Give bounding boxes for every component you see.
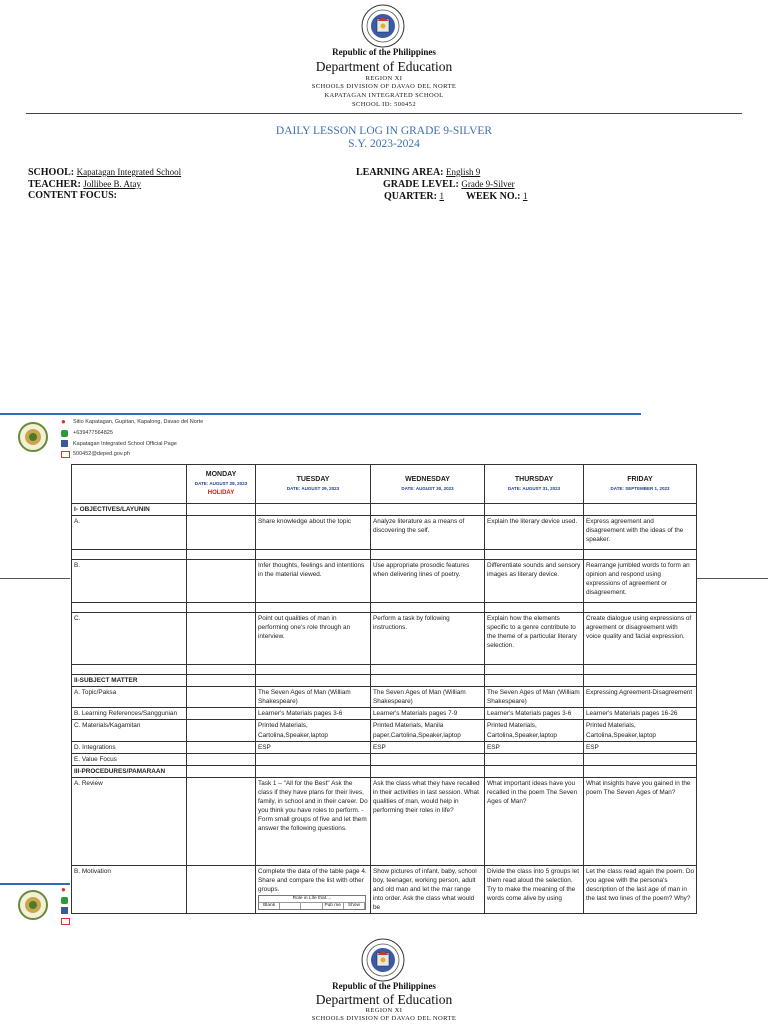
table-cell: The Seven Ages of Man (William Shakespeare)	[485, 687, 584, 708]
table-cell: Differentiate sounds and sensory images as literary device.	[485, 560, 584, 603]
teacher-value: Jollibee B. Atay	[83, 179, 142, 189]
school-value: Kapatagan Integrated School	[76, 167, 182, 177]
email-icon	[61, 451, 70, 458]
section-row-subject-matter	[72, 675, 697, 687]
friday-header	[584, 465, 697, 504]
row-label: E. Value Focus	[72, 753, 187, 765]
contact-facebook: Kapatagan Integrated School Official Page	[73, 441, 177, 447]
week-value: 1	[522, 191, 528, 201]
table-row	[72, 741, 697, 753]
table-cell	[187, 613, 256, 665]
row-label: C.	[72, 613, 187, 665]
motivation-text: Complete the data of the table page 4. Share and compare the list with other groups.	[258, 867, 367, 894]
row-label: D. Integrations	[72, 741, 187, 753]
section-label: II-SUBJECT MATTER	[72, 675, 187, 687]
table-cell: Learner's Materials pages 7-9	[371, 708, 485, 720]
table-cell: Learner's Materials pages 3-6	[256, 708, 371, 720]
deped-seal-logo	[361, 4, 405, 48]
school-year: S.Y. 2023-2024	[348, 138, 420, 150]
tuesday-header	[256, 465, 371, 504]
table-cell: Divide the class into 5 groups let them read aloud the selection. Try to make the meaning of the words come alive by using	[485, 865, 584, 913]
week-field	[466, 190, 527, 203]
table-cell: Perform a task by following instructions.	[371, 613, 485, 665]
table-header-row	[72, 465, 697, 504]
wednesday-header	[371, 465, 485, 504]
mini-cell	[301, 903, 322, 909]
table-cell	[187, 516, 256, 550]
page-edge-line	[0, 578, 70, 579]
table-cell: ESP	[584, 741, 697, 753]
section-label: I- OBJECTIVES/LAYUNIN	[72, 504, 187, 516]
thursday-header	[485, 465, 584, 504]
table-cell	[187, 560, 256, 603]
grade-level-label: GRADE LEVEL:	[383, 179, 459, 190]
document-title: DAILY LESSON LOG IN GRADE 9-SILVER	[275, 125, 493, 137]
week-label: WEEK NO.:	[466, 191, 521, 202]
location-pin-icon-2: ●	[61, 885, 66, 894]
republic-heading-2: Republic of the Philippines	[332, 981, 436, 991]
table-cell: ESP	[256, 741, 371, 753]
table-cell: Point out qualities of man in performing one's role through an interview.	[256, 613, 371, 665]
department-heading: Department of Education	[315, 59, 453, 74]
table-cell	[187, 777, 256, 865]
header-divider	[26, 113, 742, 114]
lesson-log-table	[71, 464, 697, 914]
table-cell: Rearrange jumbled words to form an opinion and respond using expressions of agreement or disagreement.	[584, 560, 697, 603]
region-line-2: REGION XI	[365, 1007, 403, 1014]
table-cell: Create dialogue using expressions of agreement or disagreement with voice quality and facial expression.	[584, 613, 697, 665]
table-cell: Printed Materials, Manila paper,Cartolina,Speaker,laptop	[371, 720, 485, 741]
deped-seal-logo-2	[361, 938, 405, 982]
school-label: SCHOOL:	[28, 167, 75, 178]
republic-heading: Republic of the Philippines	[332, 47, 436, 57]
quarter-label: QUARTER:	[384, 191, 437, 202]
row-label: B. Learning References/Sanggunian	[72, 708, 187, 720]
table-cell: Explain how the elements specific to a genre contribute to the theme of a particular literary selection.	[485, 613, 584, 665]
division-line-2: SCHOOLS DIVISION OF DAVAO DEL NORTE	[311, 1015, 457, 1022]
table-cell: Learner's Materials pages 16-26	[584, 708, 697, 720]
table-row	[72, 777, 697, 865]
holiday-note: HOLIDAY	[207, 489, 235, 496]
table-cell: Express agreement and disagreement with the ideas of the speaker.	[584, 516, 697, 550]
phone-icon	[61, 430, 68, 437]
contact-address: Sitio Kapatagan, Gupitan, Kapalong, Davao del Norte	[73, 419, 204, 425]
day-name: MONDAY	[205, 471, 237, 479]
contact-phone: +639477564825	[73, 430, 113, 436]
table-row	[72, 708, 697, 720]
mini-table-title: Role in Life that....	[292, 896, 332, 902]
table-cell: Share knowledge about the topic	[256, 516, 371, 550]
section-row-procedures	[72, 765, 697, 777]
facebook-icon-2	[61, 907, 68, 914]
day-date: DATE: AUGUST 30, 2023	[401, 486, 454, 491]
row-label: A.	[72, 516, 187, 550]
mini-cell: Pub me	[323, 903, 344, 909]
header-blank-cell	[72, 465, 187, 504]
table-cell: ESP	[371, 741, 485, 753]
day-name: THURSDAY	[514, 475, 554, 483]
table-row	[72, 560, 697, 603]
table-cell	[187, 687, 256, 708]
spacer-row	[72, 603, 697, 613]
department-heading-2: Department of Education	[315, 992, 453, 1007]
content-focus-label: CONTENT FOCUS:	[28, 190, 117, 201]
table-cell: What insights have you gained in the poem The Seven Ages of Man?	[584, 777, 697, 865]
day-name: TUESDAY	[296, 475, 330, 483]
table-row	[72, 720, 697, 741]
location-pin-icon: ●	[61, 417, 66, 426]
school-line: KAPATAGAN INTEGRATED SCHOOL	[324, 92, 444, 99]
table-cell: Analyze literature as a means of discovering the self.	[371, 516, 485, 550]
footer-blue-rule-2	[0, 883, 70, 885]
table-cell	[187, 708, 256, 720]
table-row	[72, 753, 697, 765]
table-row	[72, 613, 697, 665]
table-cell	[187, 865, 256, 913]
learning-area-value: English 9	[446, 167, 481, 177]
school-id-line: SCHOOL ID: 500452	[352, 101, 416, 108]
page-edge-line-right	[697, 578, 768, 579]
table-cell: Printed Materials, Cartolina,Speaker,laptop	[485, 720, 584, 741]
day-date: DATE: AUGUST 29, 2023	[286, 486, 340, 491]
grade-level-value: Grade 9-Silver	[461, 179, 515, 189]
day-date: DATE: AUGUST 31, 2023	[507, 486, 561, 491]
table-cell: Let the class read again the poem. Do you agree with the persona's description of the last age of man in the last two lines of the poem? Why?	[584, 865, 697, 913]
table-row	[72, 516, 697, 550]
table-cell: Ask the class what they have recalled in their activities in last session. What qualities of man, would help in performing their roles in life?	[371, 777, 485, 865]
table-cell: Explain the literary device used.	[485, 516, 584, 550]
quarter-field	[384, 190, 444, 203]
table-cell: The Seven Ages of Man (William Shakespeare)	[371, 687, 485, 708]
table-cell	[187, 720, 256, 741]
section-label: III-PROCEDURES/PAMARAAN	[72, 765, 187, 777]
division-line: SCHOOLS DIVISION OF DAVAO DEL NORTE	[311, 83, 457, 90]
monday-header	[187, 465, 256, 504]
mini-cell	[280, 903, 301, 909]
mini-cell: Show	[344, 903, 365, 909]
table-cell: Printed Materials, Cartolina,Speaker,laptop	[256, 720, 371, 741]
table-cell: The Seven Ages of Man (William Shakespeare)	[256, 687, 371, 708]
section-row-objectives	[72, 504, 697, 516]
table-cell: Expressing Agreement-Disagreement	[584, 687, 697, 708]
spacer-row	[72, 550, 697, 560]
table-cell: Infer thoughts, feelings and intentions in the material viewed.	[256, 560, 371, 603]
table-cell: Use appropriate prosodic features when delivering lines of poetry.	[371, 560, 485, 603]
day-date: DATE: AUGUST 28, 2023	[194, 481, 248, 487]
facebook-icon	[61, 440, 68, 447]
role-in-life-mini-table	[258, 895, 366, 910]
day-name: FRIDAY	[627, 475, 653, 483]
day-date: DATE: SEPTEMBER 1, 2023	[610, 486, 670, 491]
content-focus-field	[28, 190, 117, 202]
table-cell: Show pictures of infant, baby, school boy, teenager, working person, adult and old man and let the mar range into order. Ask the class what would be	[371, 865, 485, 913]
quarter-value: 1	[439, 191, 444, 201]
row-label: A. Review	[72, 777, 187, 865]
table-row	[72, 865, 697, 913]
region-line: REGION XI	[365, 75, 403, 82]
table-row	[72, 687, 697, 708]
row-label: B. Motivation	[72, 865, 187, 913]
mini-table-row	[259, 902, 365, 909]
row-label: C. Materials/Kagamitan	[72, 720, 187, 741]
spacer-row	[72, 665, 697, 675]
footer-blue-rule	[0, 413, 641, 415]
table-cell: ESP	[485, 741, 584, 753]
row-label: B.	[72, 560, 187, 603]
email-icon-2	[61, 918, 70, 925]
learning-area-label: LEARNING AREA:	[356, 167, 444, 178]
day-name: WEDNESDAY	[405, 475, 450, 483]
school-seal-logo	[18, 422, 48, 452]
mini-cell: Blank	[259, 903, 280, 909]
table-cell: Task 1 – "All for the Best" Ask the class if they have plans for their lives, family, in school and in their career. Do you think you have roles to perform. -Form small groups of five and let them answer the following questions.	[256, 777, 371, 865]
table-cell	[256, 865, 371, 913]
table-cell	[187, 741, 256, 753]
row-label: A. Topic/Paksa	[72, 687, 187, 708]
teacher-label: TEACHER:	[28, 179, 81, 190]
contact-email: 500452@deped.gov.ph	[73, 451, 130, 457]
phone-icon-2	[61, 897, 68, 904]
table-cell: Printed Materials, Cartolina,Speaker,laptop	[584, 720, 697, 741]
school-seal-logo-2	[18, 890, 48, 920]
table-cell: What important ideas have you recalled in the poem The Seven Ages of Man?	[485, 777, 584, 865]
table-cell: Learner's Materials pages 3-6	[485, 708, 584, 720]
